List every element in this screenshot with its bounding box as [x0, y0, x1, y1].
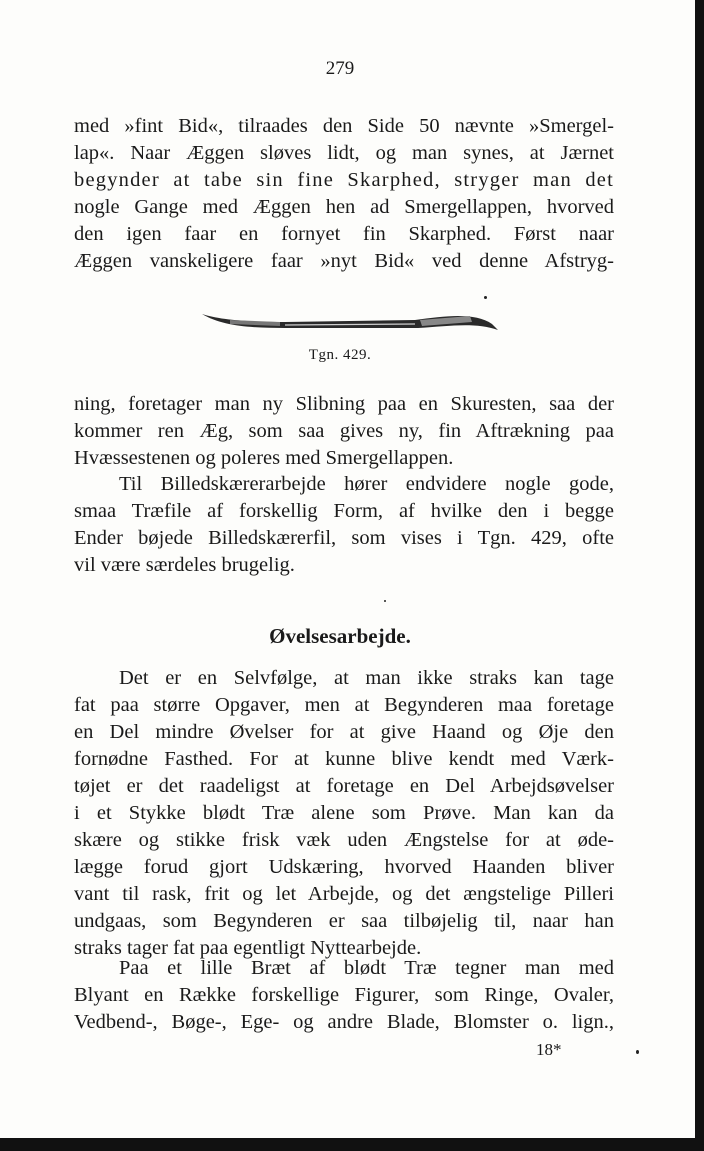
text-line: med »fint Bid«, tilraades den Side 50 nævnte »Smergel-: [74, 115, 614, 137]
text-line: fornødne Fasthed. For at kunne blive kendt med Værk-: [74, 748, 614, 770]
paragraph-2: [74, 391, 614, 472]
figure-caption: Tgn. 429.: [308, 347, 372, 363]
section-heading: Øvelsesarbejde.: [269, 624, 411, 648]
text-line: undgaas, som Begynderen er saa tilbøjelig til, naar han: [74, 910, 614, 932]
scan-edge-bottom: [0, 1138, 704, 1151]
text-line: straks tager fat paa egentligt Nyttearbejde.: [74, 937, 422, 959]
paragraph-3: [74, 471, 614, 579]
text-line: smaa Træfile af forskellig Form, af hvilke den i begge: [74, 500, 614, 522]
text-line: den igen faar en fornyet fin Skarphed. Først naar: [74, 223, 614, 245]
text-line: lap«. Naar Æggen sløves lidt, og man synes, at Jærnet: [74, 142, 614, 164]
speck-mark: [384, 600, 386, 602]
text-line: Paa et lille Bræt af blødt Træ tegner man med: [119, 957, 614, 979]
text-line: en Del mindre Øvelser for at give Haand og Øje den: [74, 721, 614, 743]
signature-mark: 18*: [536, 1040, 562, 1059]
text-line: vil være særdeles brugelig.: [74, 554, 295, 576]
rasp-file-illustration: [200, 300, 505, 340]
scan-edge-right: [695, 0, 704, 1151]
text-line: Blyant en Række forskellige Figurer, som Ringe, Ovaler,: [74, 984, 614, 1006]
text-line: Æggen vanskeligere faar »nyt Bid« ved denne Afstryg-: [74, 250, 614, 272]
text-line: i et Stykke blødt Træ alene som Prøve. Man kan da: [74, 802, 614, 824]
text-line: Hvæssestenen og poleres med Smergellappen.: [74, 447, 454, 469]
text-line: kommer ren Æg, som saa gives ny, fin Aftrækning paa: [74, 420, 614, 442]
paragraph-1: [74, 113, 614, 275]
text-line: fat paa større Opgaver, men at Begynderen maa foretage: [74, 694, 614, 716]
text-line: Ender bøjede Billedskærerfil, som vises i Tgn. 429, ofte: [74, 527, 614, 549]
text-line: Det er en Selvfølge, at man ikke straks kan tage: [119, 667, 614, 689]
speck-mark: [484, 296, 487, 299]
paragraph-5: [74, 955, 614, 1036]
text-line: Til Billedskærerarbejde hører endvidere nogle gode,: [119, 473, 614, 495]
text-line: ning, foretager man ny Slibning paa en Skuresten, saa der: [74, 393, 614, 415]
text-line: Vedbend-, Bøge-, Ege- og andre Blade, Blomster o. lign.,: [74, 1011, 614, 1033]
page-number: 279: [325, 58, 355, 79]
text-line: vant til rask, frit og let Arbejde, og det ængstelige Pilleri: [74, 883, 614, 905]
text-line: skære og stikke frisk væk uden Ængstelse for at øde-: [74, 829, 614, 851]
speck-mark: [636, 1050, 639, 1054]
text-line: begynder at tabe sin fine Skarphed, stryger man det: [74, 169, 614, 191]
paragraph-4: [74, 665, 614, 962]
text-line: tøjet er det raadeligst at foretage en Del Arbejdsøvelser: [74, 775, 614, 797]
text-line: lægge forud gjort Udskæring, hvorved Haanden bliver: [74, 856, 614, 878]
text-line: nogle Gange med Æggen hen ad Smergellappen, hvorved: [74, 196, 614, 218]
